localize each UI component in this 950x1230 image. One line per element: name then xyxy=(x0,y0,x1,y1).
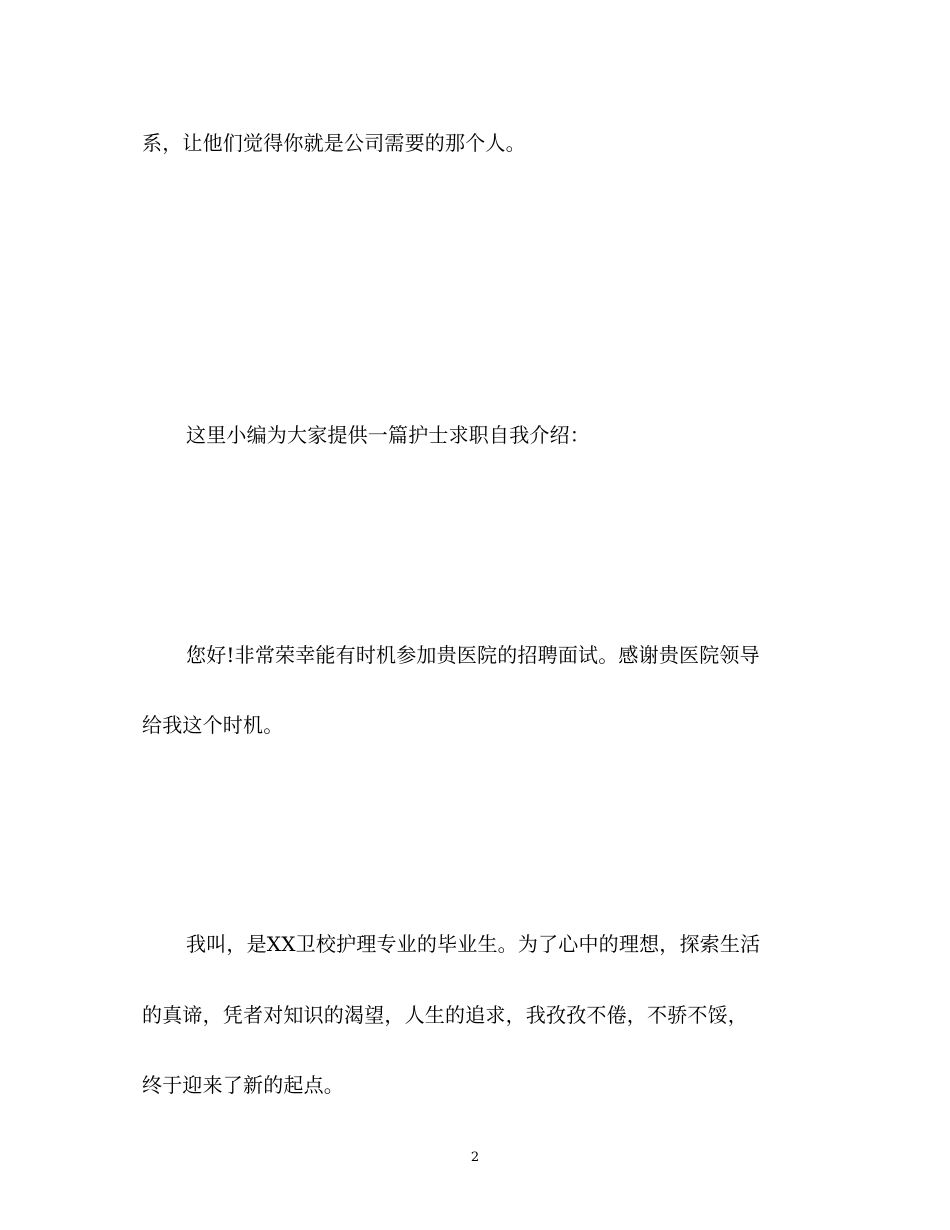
paragraph-line: 给我这个时机。 xyxy=(142,713,284,737)
paragraph-line: 我叫，是XX卫校护理专业的毕业生。为了心中的理想，探索生活 xyxy=(186,932,761,956)
paragraph-line: 这里小编为大家提供一篇护士求职自我介绍： xyxy=(186,423,590,447)
paragraph-line: 的真谛，凭者对知识的渴望，人生的追求，我孜孜不倦，不骄不馁， xyxy=(142,1003,748,1027)
paragraph-line: 终于迎来了新的起点。 xyxy=(142,1073,344,1097)
paragraph-line: 系，让他们觉得你就是公司需要的那个人。 xyxy=(142,131,526,155)
paragraph-line: 您好!非常荣幸能有时机参加贵医院的招聘面试。感谢贵医院领导 xyxy=(186,643,760,667)
page-number: 2 xyxy=(470,1150,480,1165)
